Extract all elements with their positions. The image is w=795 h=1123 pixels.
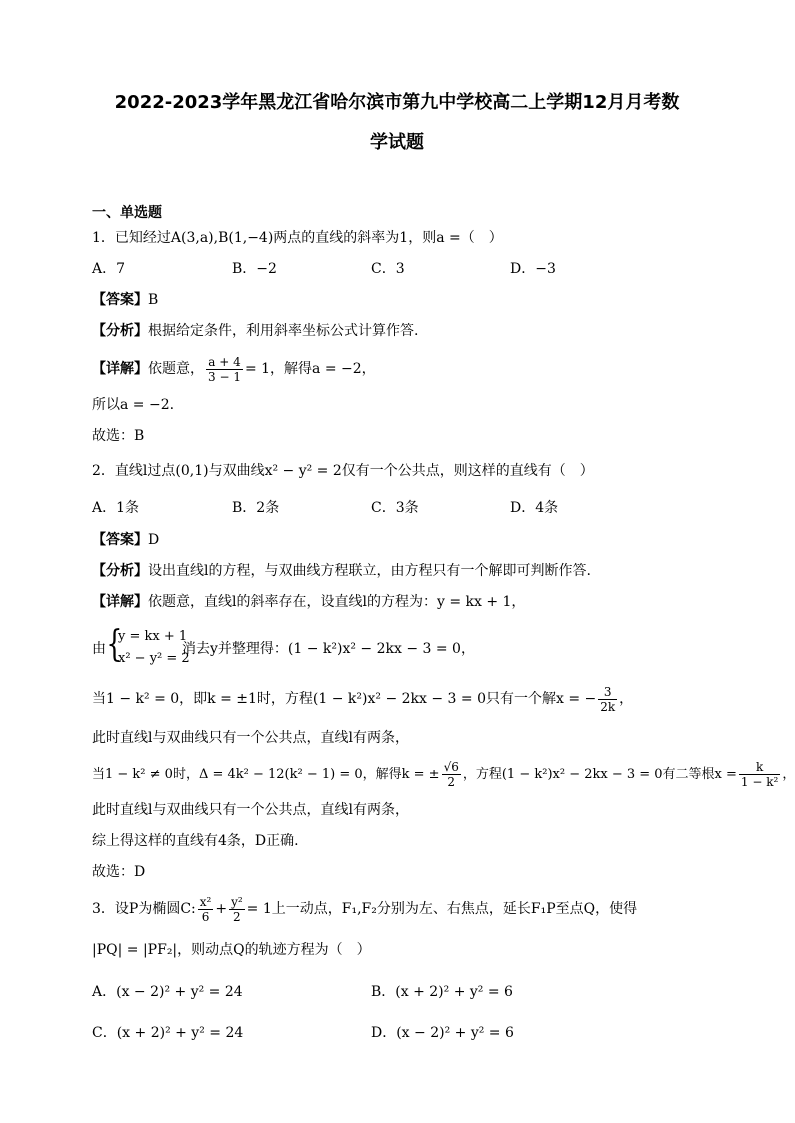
detail-post: = 1，解得a = −2， (244, 361, 376, 377)
fraction-denominator: 2k (600, 699, 616, 714)
answer-value: D (148, 532, 160, 548)
plus-sign: + (215, 901, 228, 917)
q1-detail (92, 352, 376, 386)
page-title-line1: 2022-2023学年黑龙江省哈尔滨市第九中学校高二上学期12月月考数 (114, 92, 680, 113)
q2-case2 (92, 758, 795, 792)
q2-case1-line2: 此时直线l与双曲线只有一个公共点，直线l有两条， (92, 730, 409, 746)
q2-case2-line2: 此时直线l与双曲线只有一个公共点，直线l有两条， (92, 802, 409, 818)
q2-option-c: C．3条 (371, 500, 419, 516)
fraction (598, 685, 617, 714)
q2-summary: 综上得这样的直线有4条，D正确. (92, 833, 299, 849)
q1-choose: 故选：B (92, 428, 145, 444)
case2-mid: ，方程(1 − k²)x² − 2kx − 3 = 0有二等根x = (462, 767, 737, 782)
q3-option-b: B．(x + 2)² + y² = 6 (371, 984, 513, 1000)
answer-value: B (148, 292, 159, 308)
q2-stem: 2．直线l过点(0,1)与双曲线x² − y² = 2仅有一个公共点，则这样的直线有（ ） (92, 463, 594, 479)
q3-stem-line2: |PQ| = |PF₂|，则动点Q的轨迹方程为（ ） (92, 942, 371, 958)
q1-answer (92, 291, 158, 309)
analysis-tag: 【分析】 (92, 323, 148, 339)
q1-option-d: D．−3 (510, 261, 556, 277)
fraction-denominator: 3 − 1 (208, 369, 241, 384)
q3-stem-post: = 1上一动点，F₁,F₂分别为左、右焦点，延长F₁P至点Q，使得 (246, 901, 638, 917)
fraction-denominator: 2 (447, 775, 456, 789)
q1-option-c: C．3 (371, 261, 405, 277)
case2-pre: 当1 − k² ≠ 0时，Δ = 4k² − 12(k² − 1) = 0，解得k = ± (92, 767, 440, 782)
case1-pre: 当1 − k² = 0，即k = ±1时，方程(1 − k²)x² − 2kx − 3 = 0只有一个解x = − (92, 691, 597, 707)
q2-analysis (92, 562, 591, 580)
fraction (206, 355, 243, 384)
fraction-numerator: 3 (598, 685, 617, 700)
q2-option-b: B．2条 (232, 500, 280, 516)
detail-text: 依题意，直线l的斜率存在，设直线l的方程为：y = kx + 1， (148, 594, 526, 610)
fraction (198, 895, 214, 924)
detail-pre: 依题意， (148, 361, 204, 377)
fraction-numerator: y² (231, 894, 243, 909)
page-title-line2: 学试题 (370, 132, 424, 153)
q3-option-c: C．(x + 2)² + y² = 24 (92, 1025, 244, 1041)
q1-option-a: A．7 (92, 261, 126, 277)
q2-system-post: 消去y并整理得：(1 − k²)x² − 2kx − 3 = 0， (182, 641, 475, 657)
q1-conclusion: 所以a = −2. (92, 397, 175, 413)
analysis-text: 设出直线l的方程，与双曲线方程联立，由方程只有一个解即可判断作答. (148, 563, 591, 579)
fraction (739, 760, 780, 789)
q2-detail (92, 593, 525, 611)
fraction-numerator: x² (199, 894, 212, 909)
fraction-denominator: 2 (233, 909, 241, 924)
fraction-denominator: 1 − k² (740, 775, 779, 789)
q1-stem: 1．已知经过A(3,a),B(1,−4)两点的直线的斜率为1，则a =（ ） (92, 230, 503, 246)
q2-choose: 故选：D (92, 864, 146, 880)
q2-option-d: D．4条 (510, 500, 559, 516)
analysis-tag: 【分析】 (92, 563, 148, 579)
case2-post: ， (782, 767, 795, 782)
fraction (229, 895, 245, 924)
q3-option-a: A．(x − 2)² + y² = 24 (92, 984, 243, 1000)
section-heading: 一、单选题 (92, 205, 162, 221)
fraction-numerator: √6 (443, 760, 459, 774)
q1-analysis (92, 322, 418, 340)
answer-tag: 【答案】 (92, 292, 148, 308)
q2-option-a: A．1条 (92, 500, 140, 516)
fraction-denominator: 6 (201, 909, 210, 924)
analysis-text: 根据给定条件，利用斜率坐标公式计算作答. (148, 323, 419, 339)
q2-system-eq2: x² − y² = 2 (118, 651, 190, 666)
q1-option-b: B．−2 (232, 261, 277, 277)
q2-system-eq1: y = kx + 1 (118, 629, 188, 644)
q2-case1 (92, 682, 633, 716)
detail-tag: 【详解】 (92, 361, 148, 377)
q3-stem (92, 892, 637, 926)
q2-answer (92, 531, 159, 549)
case1-post: ， (619, 691, 634, 707)
q3-option-d: D．(x − 2)² + y² = 6 (371, 1025, 514, 1041)
fraction-numerator: a + 4 (206, 355, 243, 370)
q3-stem-pre: 3．设P为椭圆C: (92, 901, 196, 917)
fraction (442, 760, 461, 789)
answer-tag: 【答案】 (92, 532, 148, 548)
fraction-numerator: k (739, 760, 780, 775)
detail-tag: 【详解】 (92, 594, 148, 610)
left-brace-symbol: { (106, 624, 123, 665)
q2-system-pre: 由 (92, 641, 106, 657)
